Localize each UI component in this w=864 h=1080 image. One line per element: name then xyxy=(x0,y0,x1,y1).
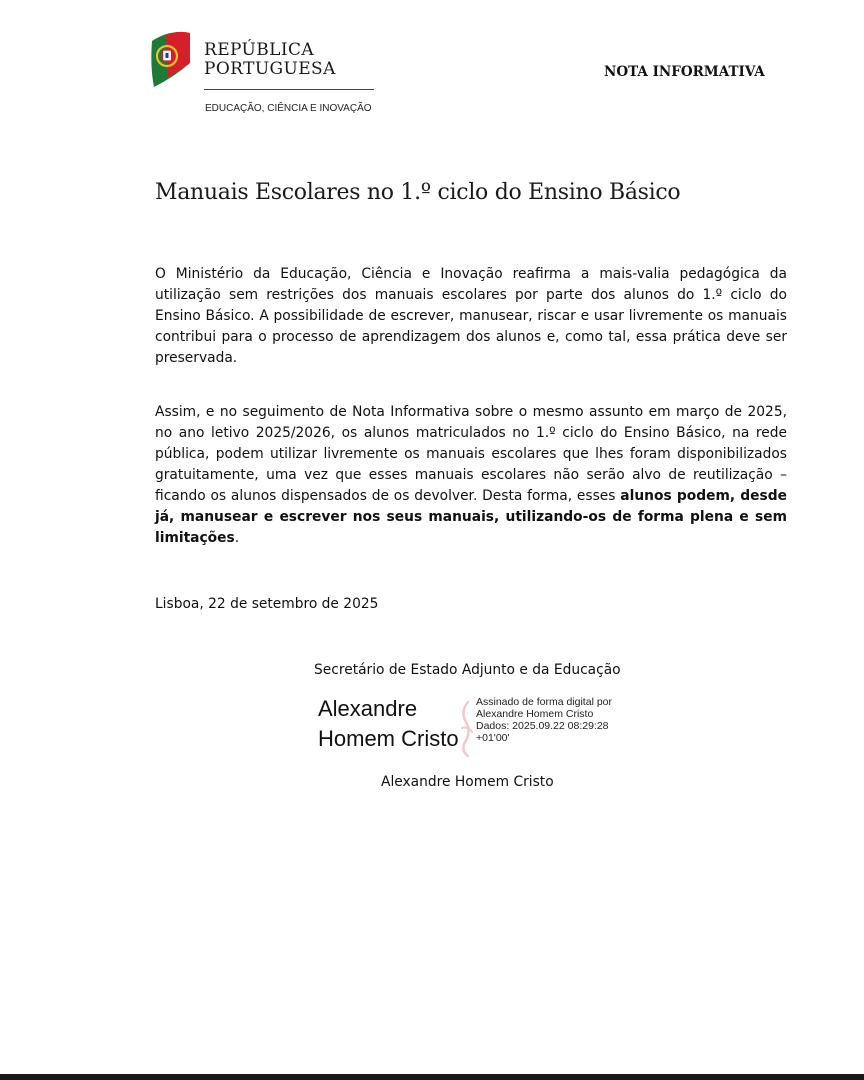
paragraph-1: O Ministério da Educação, Ciência e Inovação reafirma a mais-valia pedagógica da utilização sem restrições dos manuais escolares por parte dos alunos do 1.º ciclo do Ensino Básico. A possibilidade de escrever, manusear, riscar e usar livremente os manuais contribui para o processo de aprendizagem dos alunos e, como tal, essa prática deve ser preservada. xyxy=(155,266,787,366)
paragraph-2-end: . xyxy=(234,530,240,546)
paragraph-2 xyxy=(155,402,787,549)
document-type-label: NOTA INFORMATIVA xyxy=(604,64,765,80)
digital-signature-block xyxy=(318,692,648,762)
digital-signature-line1: Assinado de forma digital por xyxy=(476,696,612,708)
portuguese-flag-emblem-icon xyxy=(148,27,192,89)
ministry-name: EDUCAÇÃO, CIÊNCIA E INOVAÇÃO xyxy=(205,103,372,114)
place-date: Lisboa, 22 de setembro de 2025 xyxy=(155,596,379,612)
paragraph-2-text: Assim, e no seguimento de Nota Informativa sobre o mesmo assunto em março de 2025, no ano letivo 2025/2026, os alunos matriculados no 1.º ciclo do Ensino Básico, na rede pública, podem utilizar livremente os manuais escolares que lhes foram disponibilizados gratuitamente, uma vez que esses manuais escolares não serão alvo de reutilização – ficando os alunos dispensados de os devolver. Desta forma, esses xyxy=(155,404,787,504)
signature-name-line1: Alexandre xyxy=(318,696,418,721)
logo-divider xyxy=(204,89,374,90)
document-title: Manuais Escolares no 1.º ciclo do Ensino Básico xyxy=(155,180,681,205)
digital-signature-line4: +01'00' xyxy=(476,732,510,744)
signatory-printed-name: Alexandre Homem Cristo xyxy=(381,774,554,790)
bottom-edge xyxy=(0,1074,864,1080)
signatory-role: Secretário de Estado Adjunto e da Educação xyxy=(314,662,621,678)
republica-portuguesa-logo xyxy=(148,27,380,119)
signature-name-line2: Homem Cristo xyxy=(318,726,459,751)
paragraph-2-bold: alunos podem, desde já, manusear e escrever nos seus manuais, utilizando-os de forma plena e sem limitações xyxy=(155,488,787,546)
signature-stamp-icon xyxy=(456,698,478,758)
logo-republica-text: REPÚBLICA xyxy=(204,40,315,60)
digital-signature-line3: Dados: 2025.09.22 08:29:28 xyxy=(476,720,609,732)
logo-portuguesa-text: PORTUGUESA xyxy=(204,59,336,79)
digital-signature-details xyxy=(476,696,612,744)
digital-signature-line2: Alexandre Homem Cristo xyxy=(476,708,594,720)
